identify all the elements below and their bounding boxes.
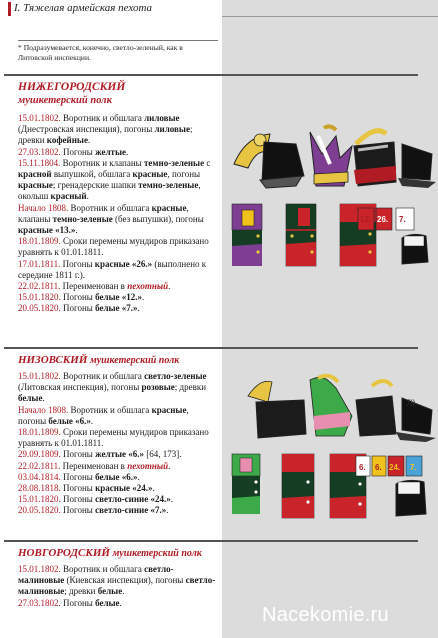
shoulder-strap-label: 26. <box>377 215 389 224</box>
entry-text: Воротник и обшлага <box>68 404 152 415</box>
section2-title <box>18 353 179 368</box>
entry-text: Погоны <box>60 258 95 269</box>
entry-emphasis: белые <box>97 586 123 597</box>
entry <box>18 505 218 516</box>
entry <box>18 427 218 449</box>
entry-date: Начало 1808. <box>18 404 69 415</box>
entry-text: Сроки перемены мундиров приказано уравнять к 01.01.1811. <box>18 236 209 258</box>
entry-emphasis: белые «7.» <box>95 303 138 314</box>
section2-title-main: НИЗОВСКИЙ <box>18 354 88 366</box>
entry-date: 29.09.1809. <box>18 449 61 460</box>
uniform-illustrations-1 <box>226 200 436 272</box>
entry-text: . <box>137 471 140 482</box>
entry <box>18 158 218 203</box>
entry <box>18 203 218 237</box>
header-title: I. Тяжелая армейская пехота <box>14 2 153 14</box>
entry-emphasis: красный <box>50 191 87 202</box>
entry-text: . <box>166 505 169 516</box>
section3-title-main: НОВГОРОДСКИЙ <box>18 547 110 559</box>
entry-date: 17.01.1811. <box>18 258 61 269</box>
section1-entries <box>18 113 218 315</box>
entry <box>18 371 218 405</box>
entry-date: 15.11.1804. <box>18 157 61 168</box>
section2-title-rest: мушкетерский полк <box>87 355 180 366</box>
entry-text: ; гренадерские шапки <box>52 180 139 191</box>
entry <box>18 405 218 427</box>
grenadier-hat-5-illustration <box>310 376 352 436</box>
entry-text: [64, 173]. <box>144 449 182 460</box>
entry <box>18 598 218 609</box>
section1-title-line1: НИЖЕГОРОДСКИЙ <box>18 81 126 93</box>
entry-text: Воротник и обшлага <box>60 371 145 381</box>
shoulder-strap-label: 7. <box>399 215 406 224</box>
entry <box>18 483 218 494</box>
entry-text: (Литовская инспекция), погоны <box>18 382 142 393</box>
entry <box>18 236 218 258</box>
shoulder-strap-label: 6. <box>375 463 382 472</box>
entry-text: (выполнено к середине 1811 г.). <box>18 258 207 280</box>
entry-date: 15.01.1820. <box>18 292 61 303</box>
collar-lilac-illustration <box>232 204 262 266</box>
headwear-illustrations-1 <box>226 124 436 194</box>
shoulder-strap-label: 6. <box>359 463 366 472</box>
shako-2-illustration <box>396 398 436 442</box>
entry-date: 18.01.1809. <box>18 427 61 438</box>
entry-emphasis: красные «13.» <box>18 225 76 236</box>
entry-emphasis: красные «24.» <box>95 483 153 494</box>
entry-date: 28.08.1818. <box>18 483 61 494</box>
entry-date: 15.01.1802. <box>18 371 61 381</box>
entry-emphasis: красные <box>151 404 187 415</box>
top-rule <box>222 16 438 17</box>
uniform-illustrations-2 <box>226 452 436 528</box>
entry-emphasis: белые «6.» <box>95 471 138 482</box>
entry-emphasis: белые <box>18 393 43 404</box>
entry-text: Воротник и обшлага <box>60 564 145 574</box>
illustration-column <box>222 0 438 638</box>
entry-emphasis: белые <box>95 597 120 608</box>
entry-text: . <box>170 494 173 505</box>
shako-illustration <box>398 144 436 188</box>
entry-date: 22.02.1811. <box>18 460 61 471</box>
section3-title <box>18 546 202 561</box>
entry-emphasis: красные <box>18 180 53 191</box>
entry-text: Погоны <box>60 303 96 314</box>
entry-emphasis: красные «26.» <box>94 258 153 269</box>
entry-emphasis: белые «6.» <box>48 415 91 426</box>
grenadier-hat-1-illustration <box>234 134 304 188</box>
entry <box>18 449 218 460</box>
section1-title <box>18 80 125 108</box>
entry-text: (Днестровская инспекция), погоны <box>18 124 155 135</box>
entry-text: . <box>119 597 122 608</box>
shoulder-strap-label: 24. <box>389 463 401 472</box>
section1-title-line2: мушкетерский полк <box>18 95 112 106</box>
entry-text: Переименован в <box>60 460 128 471</box>
entry-emphasis: лиловые <box>144 113 180 123</box>
entry-date: 15.01.1820. <box>18 494 61 505</box>
entry-date: 27.03.1802. <box>18 597 61 608</box>
entry-emphasis: светло-малиновые <box>18 564 174 586</box>
entry-text: , околыш <box>18 180 201 202</box>
entry-text: , клапаны <box>18 202 189 224</box>
entry-date: 15.01.1802. <box>18 564 61 574</box>
entry-date: 27.03.1802. <box>18 146 61 157</box>
entry-text: Переименован в <box>60 281 128 292</box>
entry-text: . <box>137 303 140 314</box>
entry-text: ; древки <box>18 124 193 146</box>
entry-date: 20.05.1820. <box>18 505 61 516</box>
entry-emphasis: светло-синие «24.» <box>95 494 171 505</box>
entry <box>18 147 218 158</box>
entry <box>18 472 218 483</box>
entry-emphasis: светло-малиновые <box>18 575 216 597</box>
entry-emphasis: желтые «6.» <box>95 449 144 460</box>
entry-text: Погоны <box>60 597 96 608</box>
entry-date: Начало 1808. <box>18 202 69 213</box>
entry-text: Погоны <box>60 505 96 516</box>
entry-text: . <box>168 281 171 292</box>
entry-text: Погоны <box>60 494 96 505</box>
header-accent-bar <box>8 2 11 16</box>
entry-emphasis: лиловые <box>154 124 190 135</box>
entry-text: ; древки <box>174 382 207 393</box>
entry-emphasis: темно-зеленые <box>138 180 199 191</box>
entry-text: выпушкой, обшлага <box>51 169 133 180</box>
watermark: Nacekomie.ru <box>262 604 389 626</box>
entry-emphasis: красные <box>132 169 168 180</box>
entry-text: . <box>90 415 94 426</box>
entry-text: (без выпушки), погоны <box>112 213 204 224</box>
footnote: * Подразумевается, конечно, светло-зеленый, как в Литовской инспекции. <box>18 40 218 63</box>
entry-text: . <box>168 460 171 471</box>
running-header <box>0 0 222 18</box>
shoulder-strap-label: 13. <box>360 215 372 224</box>
entry-emphasis: красной <box>18 169 52 180</box>
entry <box>18 461 218 472</box>
entry-text: Погоны <box>60 483 96 494</box>
entry-date: 03.04.1814. <box>18 471 61 482</box>
headwear-illustrations-2 <box>226 372 436 444</box>
entry-emphasis: кофейные <box>46 135 88 146</box>
entry <box>18 303 218 314</box>
entry <box>18 281 218 292</box>
grenadier-hat-4-illustration <box>248 381 306 438</box>
section3-title-rest: мушкетерский полк <box>109 548 202 559</box>
section2-entries <box>18 371 218 517</box>
entry-text: Воротник и клапаны <box>60 157 144 168</box>
entry-emphasis: светло-зеленые <box>144 371 207 381</box>
entry-text: Воротник и обшлага <box>60 113 145 123</box>
entry-text: . <box>87 135 91 146</box>
entry-text: . <box>126 146 129 157</box>
page-number: 79 <box>406 398 415 408</box>
entry-date: 22.02.1811. <box>18 281 61 292</box>
entry-text: (Киевская инспекция), погоны <box>64 575 186 586</box>
entry <box>18 259 218 281</box>
entry-text: Воротник и обшлага <box>68 202 152 213</box>
grenadier-hat-3-illustration <box>354 131 396 186</box>
entry-emphasis: темно-зеленые <box>143 157 205 168</box>
entry <box>18 292 218 303</box>
entry-date: 20.05.1820. <box>18 303 61 314</box>
entry-text: Погоны <box>60 146 96 157</box>
shoulder-straps-2-illustration <box>356 456 426 516</box>
section-divider <box>4 347 418 349</box>
entry-text: . <box>142 292 145 303</box>
entry-text: . <box>86 191 89 202</box>
entry <box>18 113 218 147</box>
entry <box>18 564 218 598</box>
entry-text: . <box>42 393 45 404</box>
collar-red-piping-illustration <box>286 204 316 266</box>
entry-emphasis: красные <box>151 202 187 213</box>
entry-emphasis: темно-зеленые <box>52 213 113 224</box>
entry-text: , погоны <box>167 169 201 180</box>
entry-text: Сроки перемены мундиров приказано уравнять к 01.01.1811. <box>18 427 209 449</box>
section-divider <box>4 540 418 542</box>
entry-date: 15.01.1802. <box>18 113 61 123</box>
entry-text: Погоны <box>60 292 96 303</box>
entry-text: . <box>152 483 155 494</box>
entry-highlight: пехотный <box>127 281 169 292</box>
collar-red-illustration-2 <box>282 454 314 518</box>
entry-emphasis: белые «12.» <box>95 292 143 303</box>
entry-text: . <box>122 586 125 597</box>
entry <box>18 494 218 505</box>
entry-emphasis: розовые <box>141 382 175 393</box>
collar-light-green-illustration <box>232 454 260 514</box>
grenadier-hat-2-illustration <box>310 126 352 186</box>
entry-text: Погоны <box>60 471 96 482</box>
entry-text: Погоны <box>60 449 96 460</box>
entry-text: с <box>204 157 211 168</box>
entry-text: , погоны <box>18 404 189 426</box>
entry-highlight: пехотный <box>127 460 169 471</box>
entry-text: . <box>75 225 78 236</box>
shoulder-strap-label: 7. <box>410 463 417 472</box>
entry-text: ; древки <box>64 586 98 597</box>
grenadier-hat-6-illustration <box>356 381 396 436</box>
entry-date: 18.01.1809. <box>18 236 61 247</box>
entry-emphasis: желтые <box>95 146 126 157</box>
entry-emphasis: светло-синие «7.» <box>95 505 167 516</box>
section3-entries <box>18 564 218 609</box>
section-divider <box>4 74 418 76</box>
